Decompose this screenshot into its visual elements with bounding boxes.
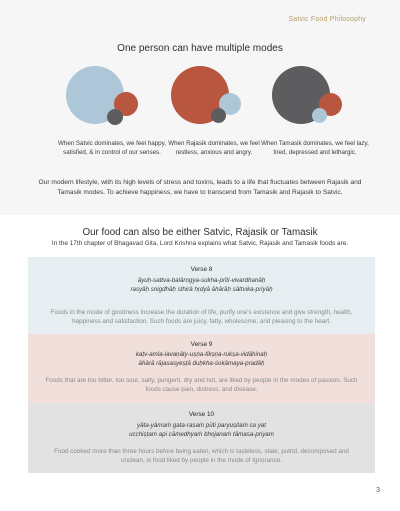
- header-title: Satvic Food Philosophy: [288, 16, 366, 23]
- tamasik-small-circle: [107, 109, 123, 125]
- verse-card: [28, 403, 375, 473]
- mode-satvic: [58, 66, 166, 166]
- tamasik-caption: When Tamasik dominates, we feel lazy, tired, depressed and lethargic.: [261, 140, 369, 156]
- sanskrit-line: ucchiṣṭam api cāmedhyaṁ bhojanaṁ tāmasa-priyam: [129, 430, 274, 438]
- verse-card: [28, 257, 375, 334]
- verse-description: Food cooked more than three hours before being eaten, which is tasteless, stale, putrid, decomposed and unclean, is food liked by people in the mode of Ignorance.: [54, 448, 349, 464]
- modes-intro-text: Our modern lifestyle, with its high levels of stress and toxins, leads to a life that fluctuates between Rajasik and Tamasik modes. To achieve happiness, we have to transcend from Tamasik and Rajasik to Satvic.: [38, 179, 362, 196]
- sanskrit-line: rasyāḥ snigdhāḥ sthirā hṛdyā āhārāḥ sāttvika-priyāḥ: [130, 285, 273, 293]
- verse-sanskrit: [28, 351, 375, 368]
- modes-row: [0, 66, 400, 166]
- verse-title: Verse 8: [190, 266, 213, 273]
- satvic-small-circle: [312, 108, 327, 123]
- mode-rajasik: [166, 66, 262, 166]
- sanskrit-line: yāta-yāmaṁ gata-rasaṁ pūti paryuṣitaṁ ca yat: [137, 422, 266, 429]
- verse-title: Verse 9: [190, 341, 213, 348]
- verse-card: [28, 334, 375, 403]
- food-heading: Our food can also be either Satvic, Rajasik or Tamasik: [82, 227, 318, 238]
- verse-description: Foods that are too bitter, too sour, salty, pungent, dry and hot, are liked by people in the modes of passion. Such foods cause pain, distress, and disease.: [45, 377, 358, 393]
- page-number: 3: [376, 487, 380, 494]
- satvic-caption: When Satvic dominates, we feel happy, satisfied, & in control of our senses.: [58, 140, 166, 156]
- verse-sanskrit: [28, 277, 375, 294]
- mode-tamasik: [261, 66, 369, 166]
- modes-heading: One person can have multiple modes: [117, 43, 283, 54]
- sanskrit-line: āhārā rājasasyeṣṭā duḥkha-śokāmaya-pradāḥ: [138, 359, 265, 367]
- verse-sanskrit: [28, 422, 375, 439]
- sanskrit-line: kaṭv-amla-lavaṇāty-uṣṇa-tīkṣṇa-rukṣa-vidāhinaḥ: [135, 351, 268, 358]
- verse-title: Verse 10: [188, 411, 215, 418]
- sanskrit-line: āyuḥ-sattva-balārogya-sukha-prīti-vivardhanāḥ: [137, 277, 266, 284]
- tamasik-small-circle: [211, 108, 226, 123]
- verse-description: Foods in the mode of goodness increase the duration of life, purify one's existence and give strength, health, happiness and satisfaction. Such foods are juicy, fatty, wholesome, and pleasing to the heart.: [50, 309, 353, 325]
- food-subtitle: In the 17th chapter of Bhagavad Gita, Lord Krishna explains what Satvic, Rajasik and Tamasik foods are.: [51, 240, 349, 247]
- rajasik-caption: When Rajasik dominates, we feel restless, anxious and angry.: [168, 140, 260, 156]
